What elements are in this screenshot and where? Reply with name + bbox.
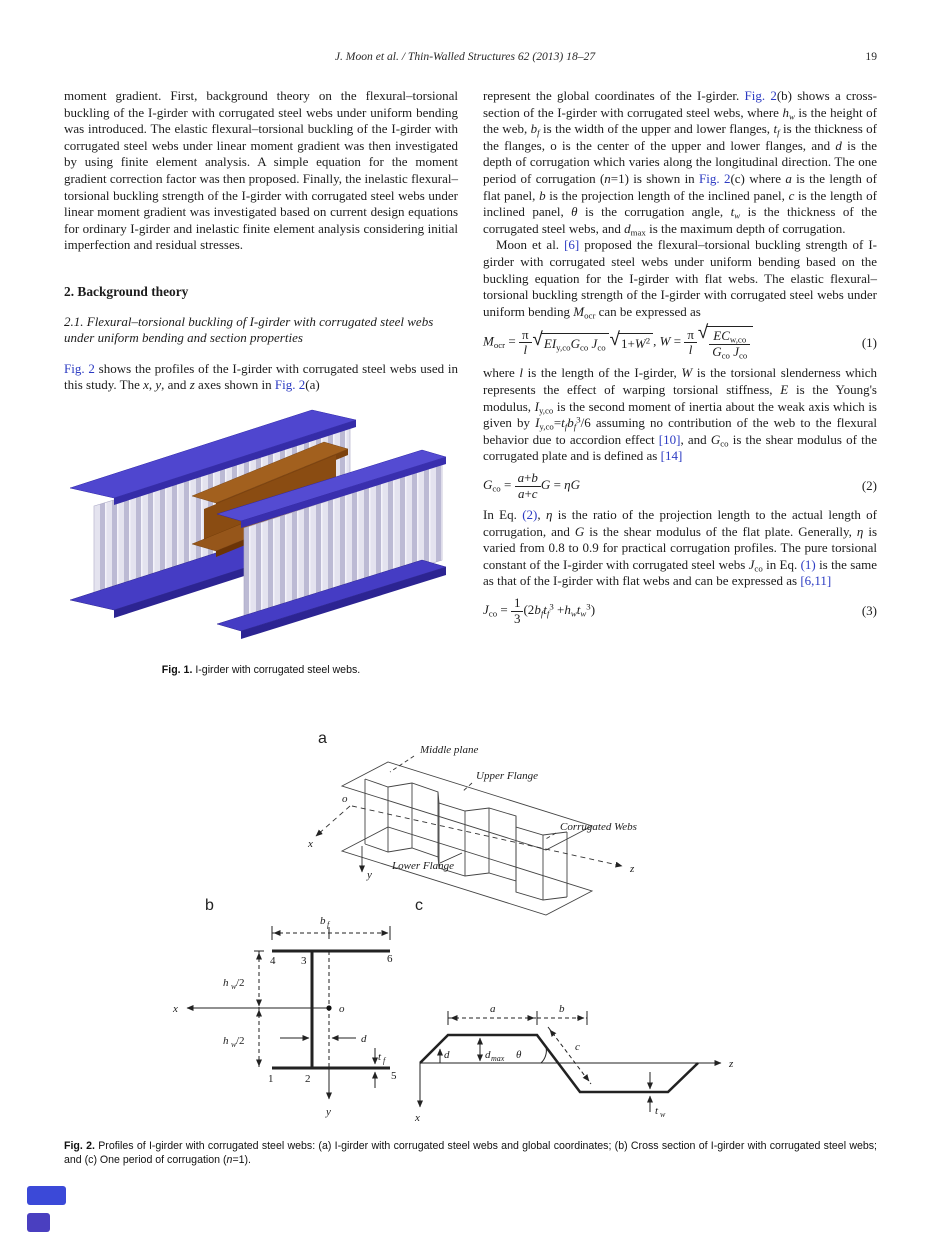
node-2: 2 (305, 1073, 311, 1085)
node-5: 5 (391, 1070, 397, 1082)
figure-1-caption: Fig. 1. I-girder with corrugated steel webs. (161, 663, 361, 676)
label-middle-plane: Middle plane (420, 744, 479, 756)
fig2b-ref-link[interactable]: Fig. 2 (744, 88, 777, 103)
label-origin-o: o (339, 1003, 345, 1015)
page-number: 19 (865, 50, 877, 63)
left-column (64, 88, 458, 678)
paragraph: represent the global coordinates of the I-girder. Fig. 2(b) shows a cross-section of the I-girder with corrugated steel webs, where $h_w$ is the height of the web, $b_f$ is the width of the upper and lower flanges, $t_f$ is the thickness of the flanges, o is the center of the upper and lower flanges, and d is the depth of corrugation which varies along the longitudinal direction. The one period of corrugation (n=1) is shown in Fig. 2(c) where a is the length of flat panel, b is the projection length of the inclined panel, c is the length of inclined panel, θ is the corrugation angle, $t_w$ is the thickness of the corrugated steel webs, and $d_{max}$ is the maximum depth of corrugation. (483, 88, 878, 238)
label-theta: θ (516, 1049, 522, 1061)
ref-14-link[interactable]: [14] (660, 448, 683, 464)
equation-1-body: $M_{ocr}$ = $\frac{\pi}{l}$ √ $EI_{y,co}G_{co}$ $J_{co}$ √ $1+W^2$ , W = $\frac{\pi}{l}$ √ $\frac{EC_{w,co}}{G_{co} J_{co}}$ (483, 326, 862, 359)
label-b: b (559, 1003, 565, 1015)
right-column (483, 88, 877, 632)
equation-3-body: $J_{co}$ = $\frac{1}{3}$ $(2b_ft_f^3 +h_wt_w^3)$ (483, 595, 596, 626)
fig2-ref-link[interactable]: Fig. 2 (64, 360, 95, 376)
label-x-axis: x (308, 838, 313, 850)
label-x-axis: x (415, 1112, 420, 1124)
label-upper-flange: Upper Flange (476, 770, 539, 782)
equation-1-number: (1) (861, 334, 877, 350)
equation-3 (483, 596, 877, 626)
section-heading: 2. Background theory (64, 283, 189, 299)
label-c: c (575, 1041, 580, 1053)
running-head: J. Moon et al. / Thin-Walled Structures 62 (2013) 18–27 (334, 50, 596, 63)
paragraph: Fig. 2 shows the profiles of the I-girder with corrugated steel webs used in this study. The x, y, and z axes shown in Fig. 2(a) (64, 360, 459, 393)
paragraph: moment gradient. First, background theory on the flexural–torsional buckling of the I-girder with corrugated steel webs under uniform bending was introduced. The elastic flexural–torsional buckling of the I-girder with corrugated steel webs under linear moment gradient was then investigated by using finite element analysis. A simple equation for the moment gradient correction factor was then proposed. Finally, the inelastic flexural–torsional buckling strength of the I-girder with corrugated steel webs under linear moment gradient was investigated based on current design equations for ordinary I-girder and inelastic finite element analysis considering initial imperfection and residual stresses. (64, 88, 458, 253)
label-z-axis: z (630, 863, 635, 875)
figure-2c-diagram (410, 900, 880, 1135)
figure-2-caption: Fig. 2. Profiles of I-girder with corrugated steel webs: (a) I-girder with corrugated steel webs and global coordinates; (b) Cross section of I-girder with corrugated steel webs; and (c) One period of corrugation (n=1). (64, 1140, 878, 1166)
label-lower-flange: Lower Flange (392, 860, 455, 872)
node-1: 1 (268, 1073, 274, 1085)
label-d: d (361, 1033, 367, 1045)
bottom-left-mark-2 (27, 1213, 50, 1232)
label-corrugated-webs: Corrugated Webs (560, 821, 637, 833)
figure-2b-diagram (128, 900, 413, 1140)
fig2a-ref-link[interactable]: Fig. 2 (274, 377, 306, 393)
origin-dot (326, 1005, 331, 1010)
subsection-heading: 2.1. Flexural–torsional buckling of I-girder with corrugated steel webs under uniform bending and section properties (64, 313, 434, 346)
label-z-axis: z (729, 1058, 734, 1070)
node-3: 3 (301, 955, 307, 967)
equation-3-number: (3) (861, 602, 877, 618)
equation-2 (483, 471, 877, 501)
eq2-ref-link[interactable]: (2) (522, 507, 538, 523)
paragraph: where l is the length of the I-girder, W is the torsional slenderness which represents the effect of warping torsional stiffness, E is the Young's modulus, $I_{y,co}$ is the second moment of inertia about the weak axis which is given by $I_{y,co}=t_fb_f^3/6$ assuming no contribution of the web to the flexural behavior due to accordion effect [10], and $G_{co}$ is the shear modulus of the corrugated plate and is defined as [14] (483, 365, 878, 464)
equation-2-number: (2) (861, 477, 877, 493)
label-dmax: dmax (485, 1049, 505, 1063)
figure-1-image (64, 406, 458, 656)
figure-2a-label: a (318, 730, 327, 747)
paragraph: In Eq. (2), η is the ratio of the projection length to the actual length of corrugation, and G is the shear modulus of the flat plate. Generally, η is varied from 0.8 to 0.9 for practical corrugation profiles. The pure torsional constant of the I-girder with corrugated steel webs $J_{co}$ in Eq. (1) is the same as that of the I-girder with flat webs and can be expressed as [6,11] (483, 507, 878, 589)
node-6: 6 (387, 953, 393, 965)
figure-2c-label: c (415, 897, 423, 914)
fig2c-ref-link[interactable]: Fig. 2 (699, 170, 731, 186)
label-d: d (444, 1049, 450, 1061)
paragraph: Moon et al. [6] proposed the flexural–torsional buckling strength of I-girder with corrugated steel webs under uniform bending based on the buckling equation for the I-girder with flat webs. The elastic flexural–torsional buckling strength of the I-girder with corrugated steel webs under uniform bending $M_{ocr}$ can be expressed as (483, 237, 877, 321)
eq1-ref-link[interactable]: (1) (800, 556, 816, 572)
figure-2a-diagram (292, 736, 657, 908)
equation-2-body: $G_{co}$ = $\frac{a+b}{a+c}$ G = ηG (483, 469, 580, 501)
figure-2b-label: b (205, 897, 214, 914)
label-tw: t w (655, 1105, 666, 1119)
label-hw2-lower: h w/2 (223, 1035, 245, 1049)
equation-1 (483, 322, 877, 361)
ref-6-link[interactable]: [6] (564, 237, 580, 253)
label-a: a (490, 1003, 496, 1015)
label-tf: t f (378, 1051, 386, 1065)
label-y-axis: y (326, 1106, 331, 1118)
label-y-axis: y (367, 869, 372, 881)
node-4: 4 (270, 955, 276, 967)
label-bf: b f (320, 915, 330, 929)
label-x-axis: x (173, 1003, 178, 1015)
ref-10-link[interactable]: [10] (658, 431, 681, 447)
ref-6-11-link[interactable]: [6,11] (800, 573, 832, 589)
bottom-left-mark-1 (27, 1186, 66, 1205)
label-origin-o: o (342, 793, 348, 805)
label-hw2-upper: h w/2 (223, 977, 245, 991)
